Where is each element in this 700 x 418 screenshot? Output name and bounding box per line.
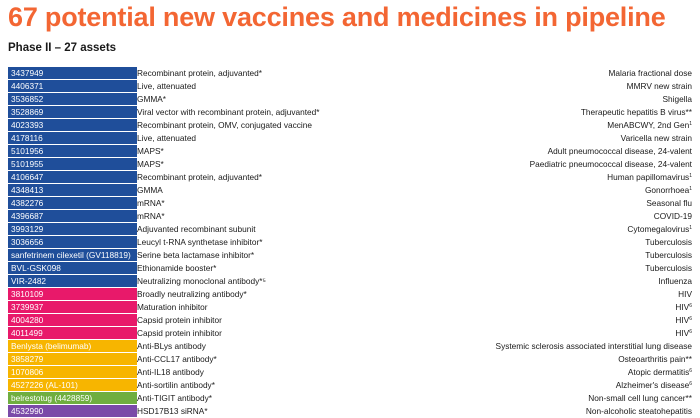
asset-code: 4382276 xyxy=(8,197,137,209)
indication-text: Influenza xyxy=(658,276,692,286)
asset-indication xyxy=(618,353,692,365)
pipeline-row xyxy=(8,223,692,235)
asset-indication xyxy=(645,262,692,274)
pipeline-row xyxy=(8,93,692,105)
indication-text: Tuberculosis xyxy=(645,250,692,260)
asset-indication xyxy=(496,340,692,352)
asset-indication xyxy=(658,275,692,287)
indication-text: Alzheimer's disease xyxy=(615,380,690,390)
indication-text: MenABCWY, 2nd Gen xyxy=(607,120,690,130)
indication-text: Paediatric pneumococcal disease, 24-valent xyxy=(529,159,692,169)
asset-indication xyxy=(645,249,692,261)
indication-text: Seasonal flu xyxy=(646,198,692,208)
pipeline-row xyxy=(8,288,692,300)
pipeline-row xyxy=(8,197,692,209)
asset-indication xyxy=(628,366,692,378)
asset-code: sanfetrinem cilexetil (GV118819) xyxy=(8,249,137,261)
pipeline-row xyxy=(8,210,692,222)
asset-code: 1070806 xyxy=(8,366,137,378)
indication-text: Shigella xyxy=(662,94,692,104)
indication-text: Cytomegalovirus xyxy=(627,224,690,234)
asset-code: 4004280 xyxy=(8,314,137,326)
asset-modality: Ethionamide booster* xyxy=(137,263,217,273)
asset-indication xyxy=(607,119,692,131)
indication-text: HIV xyxy=(675,328,690,338)
footnote-marker: 6 xyxy=(689,316,692,322)
asset-code: 4106647 xyxy=(8,171,137,183)
asset-modality: Capsid protein inhibitor xyxy=(137,315,222,325)
indication-text: Therapeutic hepatitis B virus** xyxy=(580,107,692,117)
indication-text: MMRV new strain xyxy=(626,81,692,91)
indication-text: HIV xyxy=(675,302,690,312)
asset-modality: Broadly neutralizing antibody* xyxy=(137,289,247,299)
asset-code: belrestotug (4428859) xyxy=(8,392,137,404)
asset-code: 3536852 xyxy=(8,93,137,105)
pipeline-row xyxy=(8,379,692,391)
indication-text: Adult pneumococcal disease, 24-valent xyxy=(547,146,692,156)
pipeline-row xyxy=(8,340,692,352)
asset-code: 3528869 xyxy=(8,106,137,118)
asset-code: 3036656 xyxy=(8,236,137,248)
asset-code: 4023393 xyxy=(8,119,137,131)
asset-modality: Anti-BLys antibody xyxy=(137,341,206,351)
asset-modality: MAPS* xyxy=(137,159,164,169)
indication-text: Osteoarthritis pain** xyxy=(618,354,692,364)
indication-text: Varicella new strain xyxy=(620,133,692,143)
indication-text: HIV xyxy=(678,289,692,299)
asset-modality: Live, attenuated xyxy=(137,81,197,91)
phase-subtitle: Phase II – 27 assets xyxy=(8,42,117,54)
asset-code: 4178116 xyxy=(8,132,137,144)
pipeline-row xyxy=(8,314,692,326)
asset-modality: Anti-IL18 antibody xyxy=(137,367,204,377)
footnote-marker: 6 xyxy=(689,368,692,374)
indication-text: Atopic dermatitis xyxy=(627,367,690,377)
footnote-marker: 6 xyxy=(689,381,692,387)
asset-indication xyxy=(627,223,692,235)
pipeline-table xyxy=(8,67,692,418)
asset-modality: mRNA* xyxy=(137,198,165,208)
pipeline-row xyxy=(8,132,692,144)
indication-text: Human papillomavirus xyxy=(607,172,690,182)
asset-code: 4527226 (AL-101) xyxy=(8,379,137,391)
pipeline-row xyxy=(8,392,692,404)
footnote-marker: 1 xyxy=(689,186,692,192)
asset-modality: Serine beta lactamase inhibitor* xyxy=(137,250,255,260)
footnote-marker: 1 xyxy=(689,225,692,231)
pipeline-row xyxy=(8,106,692,118)
footnote-marker: 6 xyxy=(689,329,692,335)
asset-modality: Anti-CCL17 antibody* xyxy=(137,354,217,364)
pipeline-row xyxy=(8,236,692,248)
asset-indication xyxy=(609,67,692,79)
asset-indication xyxy=(675,314,692,326)
pipeline-row xyxy=(8,158,692,170)
asset-modality: Adjuvanted recombinant subunit xyxy=(137,224,256,234)
asset-modality: Neutralizing monoclonal antibody*⁵ xyxy=(137,276,266,286)
asset-code: 3993129 xyxy=(8,223,137,235)
pipeline-row xyxy=(8,262,692,274)
asset-modality: Anti-sortilin antibody* xyxy=(137,380,215,390)
asset-code: 5101956 xyxy=(8,145,137,157)
asset-indication xyxy=(645,236,692,248)
asset-modality: mRNA* xyxy=(137,211,165,221)
asset-modality: Recombinant protein, adjuvanted* xyxy=(137,172,262,182)
pipeline-row xyxy=(8,249,692,261)
asset-code: 5101955 xyxy=(8,158,137,170)
asset-modality: Recombinant protein, adjuvanted* xyxy=(137,68,262,78)
footnote-marker: 6 xyxy=(689,303,692,309)
pipeline-row xyxy=(8,184,692,196)
asset-indication xyxy=(627,80,692,92)
asset-indication xyxy=(530,158,692,170)
asset-indication xyxy=(621,132,692,144)
pipeline-row xyxy=(8,171,692,183)
asset-modality: GMMA* xyxy=(137,94,167,104)
asset-code: 3739937 xyxy=(8,301,137,313)
indication-text: COVID-19 xyxy=(653,211,692,221)
pipeline-row xyxy=(8,301,692,313)
asset-code: 3437949 xyxy=(8,67,137,79)
footnote-marker: 1 xyxy=(689,173,692,179)
asset-indication xyxy=(654,210,692,222)
asset-indication xyxy=(588,392,692,404)
pipeline-row xyxy=(8,80,692,92)
indication-text: Tuberculosis xyxy=(645,237,692,247)
indication-text: HIV xyxy=(675,315,690,325)
asset-indication xyxy=(548,145,692,157)
indication-text: Gonorrhoea xyxy=(644,185,690,195)
asset-indication xyxy=(645,184,692,196)
asset-indication xyxy=(675,327,692,339)
asset-modality: Maturation inhibitor xyxy=(137,302,208,312)
asset-code: BVL-GSK098 xyxy=(8,262,137,274)
asset-code: 4348413 xyxy=(8,184,137,196)
asset-code: VIR-2482 xyxy=(8,275,137,287)
asset-code: 4396687 xyxy=(8,210,137,222)
pipeline-row xyxy=(8,275,692,287)
pipeline-row xyxy=(8,327,692,339)
asset-indication xyxy=(616,379,692,391)
footnote-marker: 1 xyxy=(689,121,692,127)
asset-code: 4532990 xyxy=(8,405,137,417)
asset-modality: Recombinant protein, OMV, conjugated vaccine xyxy=(137,120,312,130)
pipeline-row xyxy=(8,353,692,365)
asset-indication xyxy=(662,93,692,105)
pipeline-row xyxy=(8,119,692,131)
pipeline-row xyxy=(8,366,692,378)
indication-text: Systemic sclerosis associated interstitial lung disease xyxy=(495,341,692,351)
asset-indication xyxy=(678,288,692,300)
asset-modality: Leucyl t-RNA synthetase inhibitor* xyxy=(137,237,263,247)
asset-modality: Viral vector with recombinant protein, adjuvanted* xyxy=(137,107,320,117)
asset-code: 3810109 xyxy=(8,288,137,300)
asset-modality: HSD17B13 siRNA* xyxy=(137,406,208,416)
asset-code: 4011499 xyxy=(8,327,137,339)
asset-indication xyxy=(646,197,692,209)
asset-code: 3858279 xyxy=(8,353,137,365)
page-title: 67 potential new vaccines and medicines in pipeline xyxy=(8,2,666,32)
asset-indication xyxy=(581,106,692,118)
indication-text: Non-alcoholic steatohepatitis xyxy=(585,406,692,416)
asset-code: Benlysta (belimumab) xyxy=(8,340,137,352)
indication-text: Non-small cell lung cancer** xyxy=(588,393,692,403)
asset-modality: Anti-TIGIT antibody* xyxy=(137,393,213,403)
asset-indication xyxy=(675,301,692,313)
asset-code: 4406371 xyxy=(8,80,137,92)
asset-modality: Live, attenuated xyxy=(137,133,197,143)
pipeline-row xyxy=(8,145,692,157)
indication-text: Malaria fractional dose xyxy=(608,68,692,78)
indication-text: Tuberculosis xyxy=(645,263,692,273)
pipeline-row xyxy=(8,67,692,79)
asset-modality: MAPS* xyxy=(137,146,164,156)
asset-modality: Capsid protein inhibitor xyxy=(137,328,222,338)
asset-modality: GMMA xyxy=(137,185,163,195)
asset-indication xyxy=(607,171,692,183)
